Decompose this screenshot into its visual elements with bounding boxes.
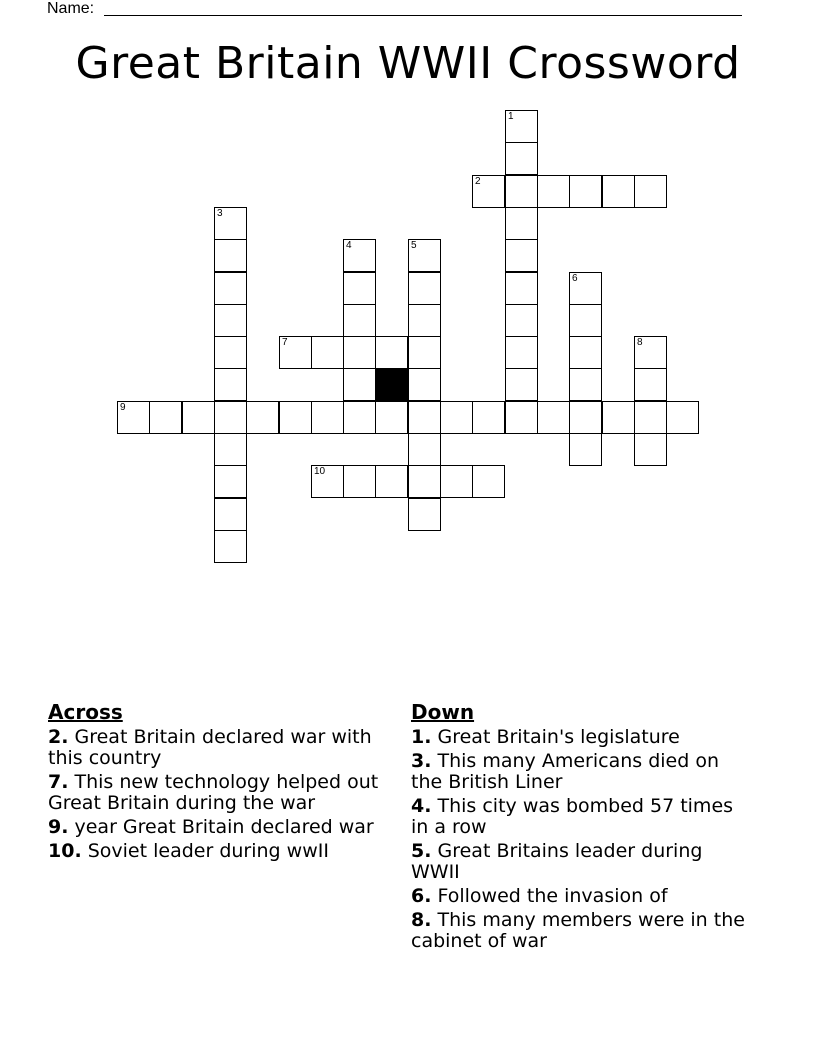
cell-number: 6	[572, 273, 578, 284]
clue-down-3	[411, 751, 751, 793]
grid-cell[interactable]	[343, 401, 376, 434]
grid-cell[interactable]	[666, 401, 699, 434]
grid-cell[interactable]	[408, 368, 441, 401]
grid-cell[interactable]	[569, 433, 602, 466]
grid-cell[interactable]	[279, 401, 312, 434]
clue-number: 9.	[48, 816, 69, 838]
clue-number: 2.	[48, 726, 69, 748]
cell-number: 3	[217, 208, 223, 219]
down-heading: Down	[411, 700, 475, 724]
cell-number: 4	[346, 240, 352, 251]
grid-cell[interactable]	[634, 336, 667, 369]
grid-cell[interactable]	[408, 498, 441, 531]
grid-cell[interactable]	[569, 175, 602, 208]
clue-text: year Great Britain declared war	[74, 816, 374, 838]
grid-cell[interactable]	[505, 175, 538, 208]
cell-number: 9	[120, 402, 126, 413]
grid-cell[interactable]	[505, 272, 538, 305]
grid-cell[interactable]	[214, 239, 247, 272]
grid-cell[interactable]	[182, 401, 215, 434]
grid-cell[interactable]	[440, 401, 473, 434]
grid-cell[interactable]	[214, 304, 247, 337]
clue-across-7	[48, 772, 398, 814]
grid-cell[interactable]	[634, 401, 667, 434]
page-title: Great Britain WWII Crossword	[75, 38, 741, 89]
grid-cell[interactable]	[505, 401, 538, 434]
grid-cell[interactable]	[343, 368, 376, 401]
grid-cell[interactable]	[214, 498, 247, 531]
cell-number: 5	[411, 240, 417, 251]
grid-cell[interactable]	[602, 175, 635, 208]
clue-down-6	[411, 886, 751, 907]
grid-cell[interactable]	[408, 272, 441, 305]
grid-cell[interactable]	[440, 465, 473, 498]
grid-cell[interactable]	[214, 401, 247, 434]
clue-text: This many members were in the cabinet of war	[411, 909, 745, 952]
grid-cell[interactable]	[408, 239, 441, 272]
grid-cell[interactable]	[214, 207, 247, 240]
grid-cell[interactable]	[505, 142, 538, 175]
cell-number: 1	[508, 111, 514, 122]
grid-cell[interactable]	[375, 465, 408, 498]
grid-cell[interactable]	[505, 368, 538, 401]
cell-number: 10	[314, 466, 326, 477]
grid-cell[interactable]	[408, 433, 441, 466]
grid-cell[interactable]	[408, 304, 441, 337]
grid-cell[interactable]	[311, 465, 344, 498]
grid-cell[interactable]	[505, 207, 538, 240]
grid-cell[interactable]	[569, 272, 602, 305]
across-heading: Across	[48, 700, 123, 724]
grid-cell[interactable]	[569, 401, 602, 434]
grid-cell[interactable]	[343, 239, 376, 272]
grid-cell[interactable]	[634, 175, 667, 208]
clue-text: This many Americans died on the British Liner	[411, 750, 719, 793]
grid-cell[interactable]	[214, 336, 247, 369]
grid-cell[interactable]	[343, 272, 376, 305]
clue-across-10	[48, 841, 398, 862]
name-label: Name:	[47, 0, 95, 17]
grid-cell[interactable]	[408, 336, 441, 369]
grid-cell[interactable]	[279, 336, 312, 369]
grid-cell[interactable]	[214, 530, 247, 563]
clue-text: This new technology helped out Great Britain during the war	[48, 771, 379, 814]
grid-cell[interactable]	[375, 401, 408, 434]
cell-number: 2	[475, 176, 481, 187]
grid-cell[interactable]	[472, 465, 505, 498]
clue-number: 8.	[411, 909, 432, 931]
clue-text: Great Britains leader during WWII	[411, 840, 703, 883]
grid-cell[interactable]	[149, 401, 182, 434]
clue-down-8	[411, 910, 751, 952]
clue-across-9	[48, 817, 398, 838]
grid-cell[interactable]	[634, 433, 667, 466]
grid-cell[interactable]	[472, 175, 505, 208]
grid-cell[interactable]	[569, 368, 602, 401]
grid-cell[interactable]	[214, 433, 247, 466]
clue-text: Great Britain's legislature	[437, 726, 680, 748]
grid-cell[interactable]	[537, 401, 570, 434]
grid-cell[interactable]	[537, 175, 570, 208]
grid-cell[interactable]	[505, 239, 538, 272]
clue-text: Followed the invasion of	[437, 885, 668, 907]
clue-number: 3.	[411, 750, 432, 772]
grid-cell[interactable]	[408, 465, 441, 498]
clue-number: 4.	[411, 795, 432, 817]
clue-number: 7.	[48, 771, 69, 793]
grid-cell[interactable]	[311, 401, 344, 434]
grid-cell[interactable]	[505, 304, 538, 337]
grid-cell[interactable]	[246, 401, 279, 434]
grid-cell[interactable]	[214, 272, 247, 305]
clue-text: This city was bombed 57 times in a row	[411, 795, 734, 838]
grid-cell[interactable]	[343, 336, 376, 369]
grid-cell[interactable]	[408, 401, 441, 434]
grid-cell[interactable]	[505, 110, 538, 143]
clue-number: 6.	[411, 885, 432, 907]
grid-cell[interactable]	[214, 368, 247, 401]
grid-cell[interactable]	[214, 465, 247, 498]
clue-down-4	[411, 796, 751, 838]
clue-number: 5.	[411, 840, 432, 862]
grid-cell[interactable]	[343, 304, 376, 337]
grid-cell[interactable]	[343, 465, 376, 498]
black-square	[375, 368, 408, 401]
clue-number: 10.	[48, 840, 82, 862]
grid-cell[interactable]	[472, 401, 505, 434]
clue-text: Soviet leader during wwII	[87, 840, 329, 862]
clue-text: Great Britain declared war with this country	[48, 726, 372, 769]
grid-cell[interactable]	[569, 304, 602, 337]
clue-across-2	[48, 727, 398, 769]
cell-number: 7	[282, 337, 288, 348]
clue-number: 1.	[411, 726, 432, 748]
grid-cell[interactable]	[311, 336, 344, 369]
grid-cell[interactable]	[505, 336, 538, 369]
grid-cell[interactable]	[634, 368, 667, 401]
grid-cell[interactable]	[375, 336, 408, 369]
grid-cell[interactable]	[602, 401, 635, 434]
grid-cell[interactable]	[569, 336, 602, 369]
down-clues	[411, 701, 751, 955]
clue-down-5	[411, 841, 751, 883]
across-clues	[48, 701, 398, 865]
cell-number: 8	[637, 337, 643, 348]
grid-cell[interactable]	[117, 401, 150, 434]
clue-down-1	[411, 727, 751, 748]
